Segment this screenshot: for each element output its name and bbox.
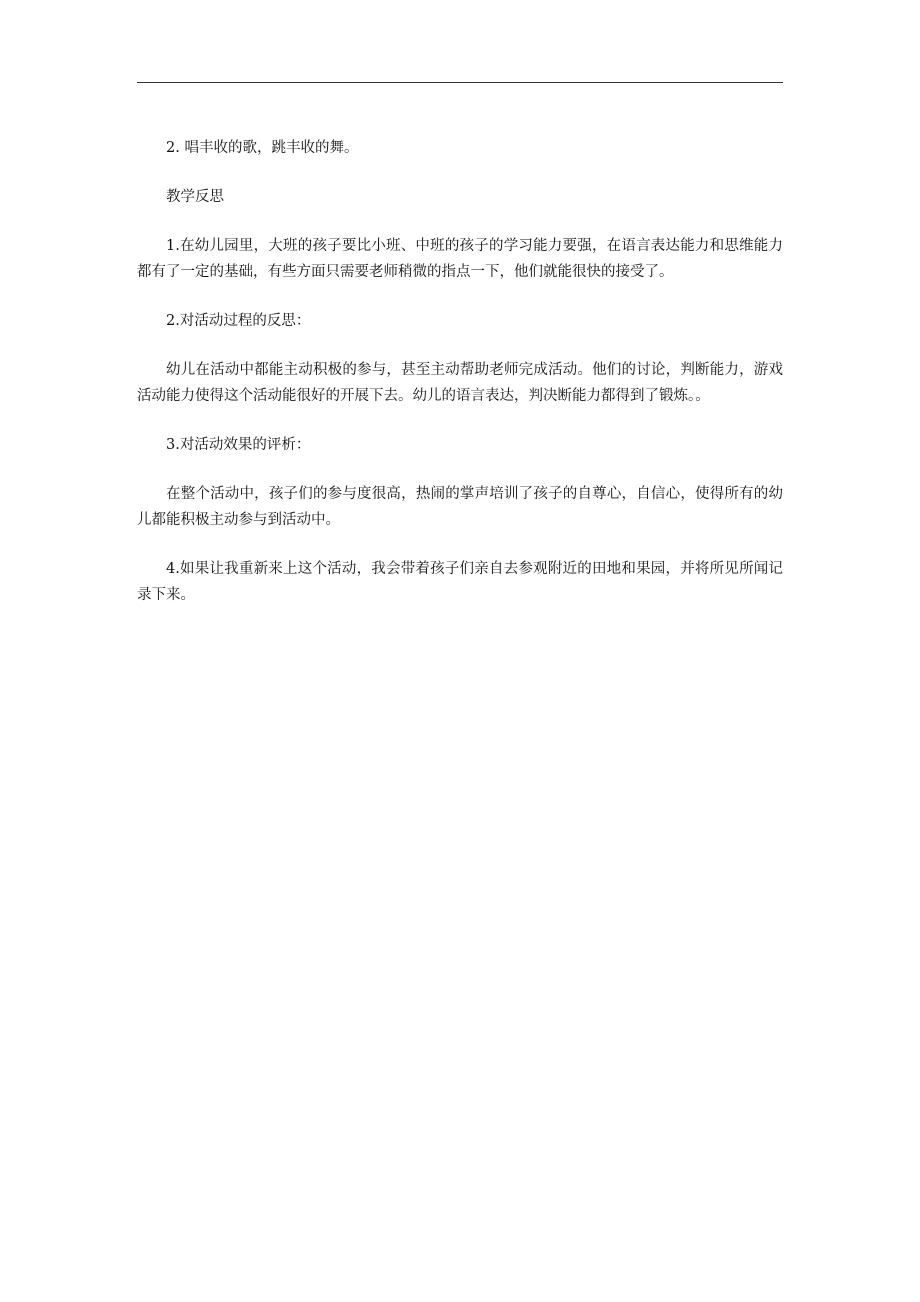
activity-step-2: 2. 唱丰收的歌，跳丰收的舞。 [166,140,359,156]
reflection-point-4: 4.如果让我重新来上这个活动，我会带着孩子们亲自去参观附近的田地和果园，并将所见所闻记录下来。 [137,561,783,603]
reflection-point-2-heading: 2.对活动过程的反思： [166,313,311,329]
reflection-point-1: 1.在幼儿园里，大班的孩子要比小班、中班的孩子的学习能力要强，在语言表达能力和思维能力都有了一定的基础，有些方面只需要老师稍微的指点一下，他们就能很快的接受了。 [137,238,783,280]
header-rule [137,82,783,83]
section-heading-reflection: 教学反思 [166,189,224,205]
reflection-point-3-heading: 3.对活动效果的评析： [166,437,311,453]
reflection-point-3-body: 在整个活动中，孩子们的参与度很高，热闹的掌声培训了孩子的自尊心，自信心，使得所有的幼儿都能积极主动参与到活动中。 [137,486,783,528]
reflection-point-2-body: 幼儿在活动中都能主动积极的参与，甚至主动帮助老师完成活动。他们的讨论，判断能力，游戏活动能力使得这个活动能很好的开展下去。幼儿的语言表达，判决断能力都得到了锻炼。。 [137,362,783,404]
document-body [137,135,783,631]
